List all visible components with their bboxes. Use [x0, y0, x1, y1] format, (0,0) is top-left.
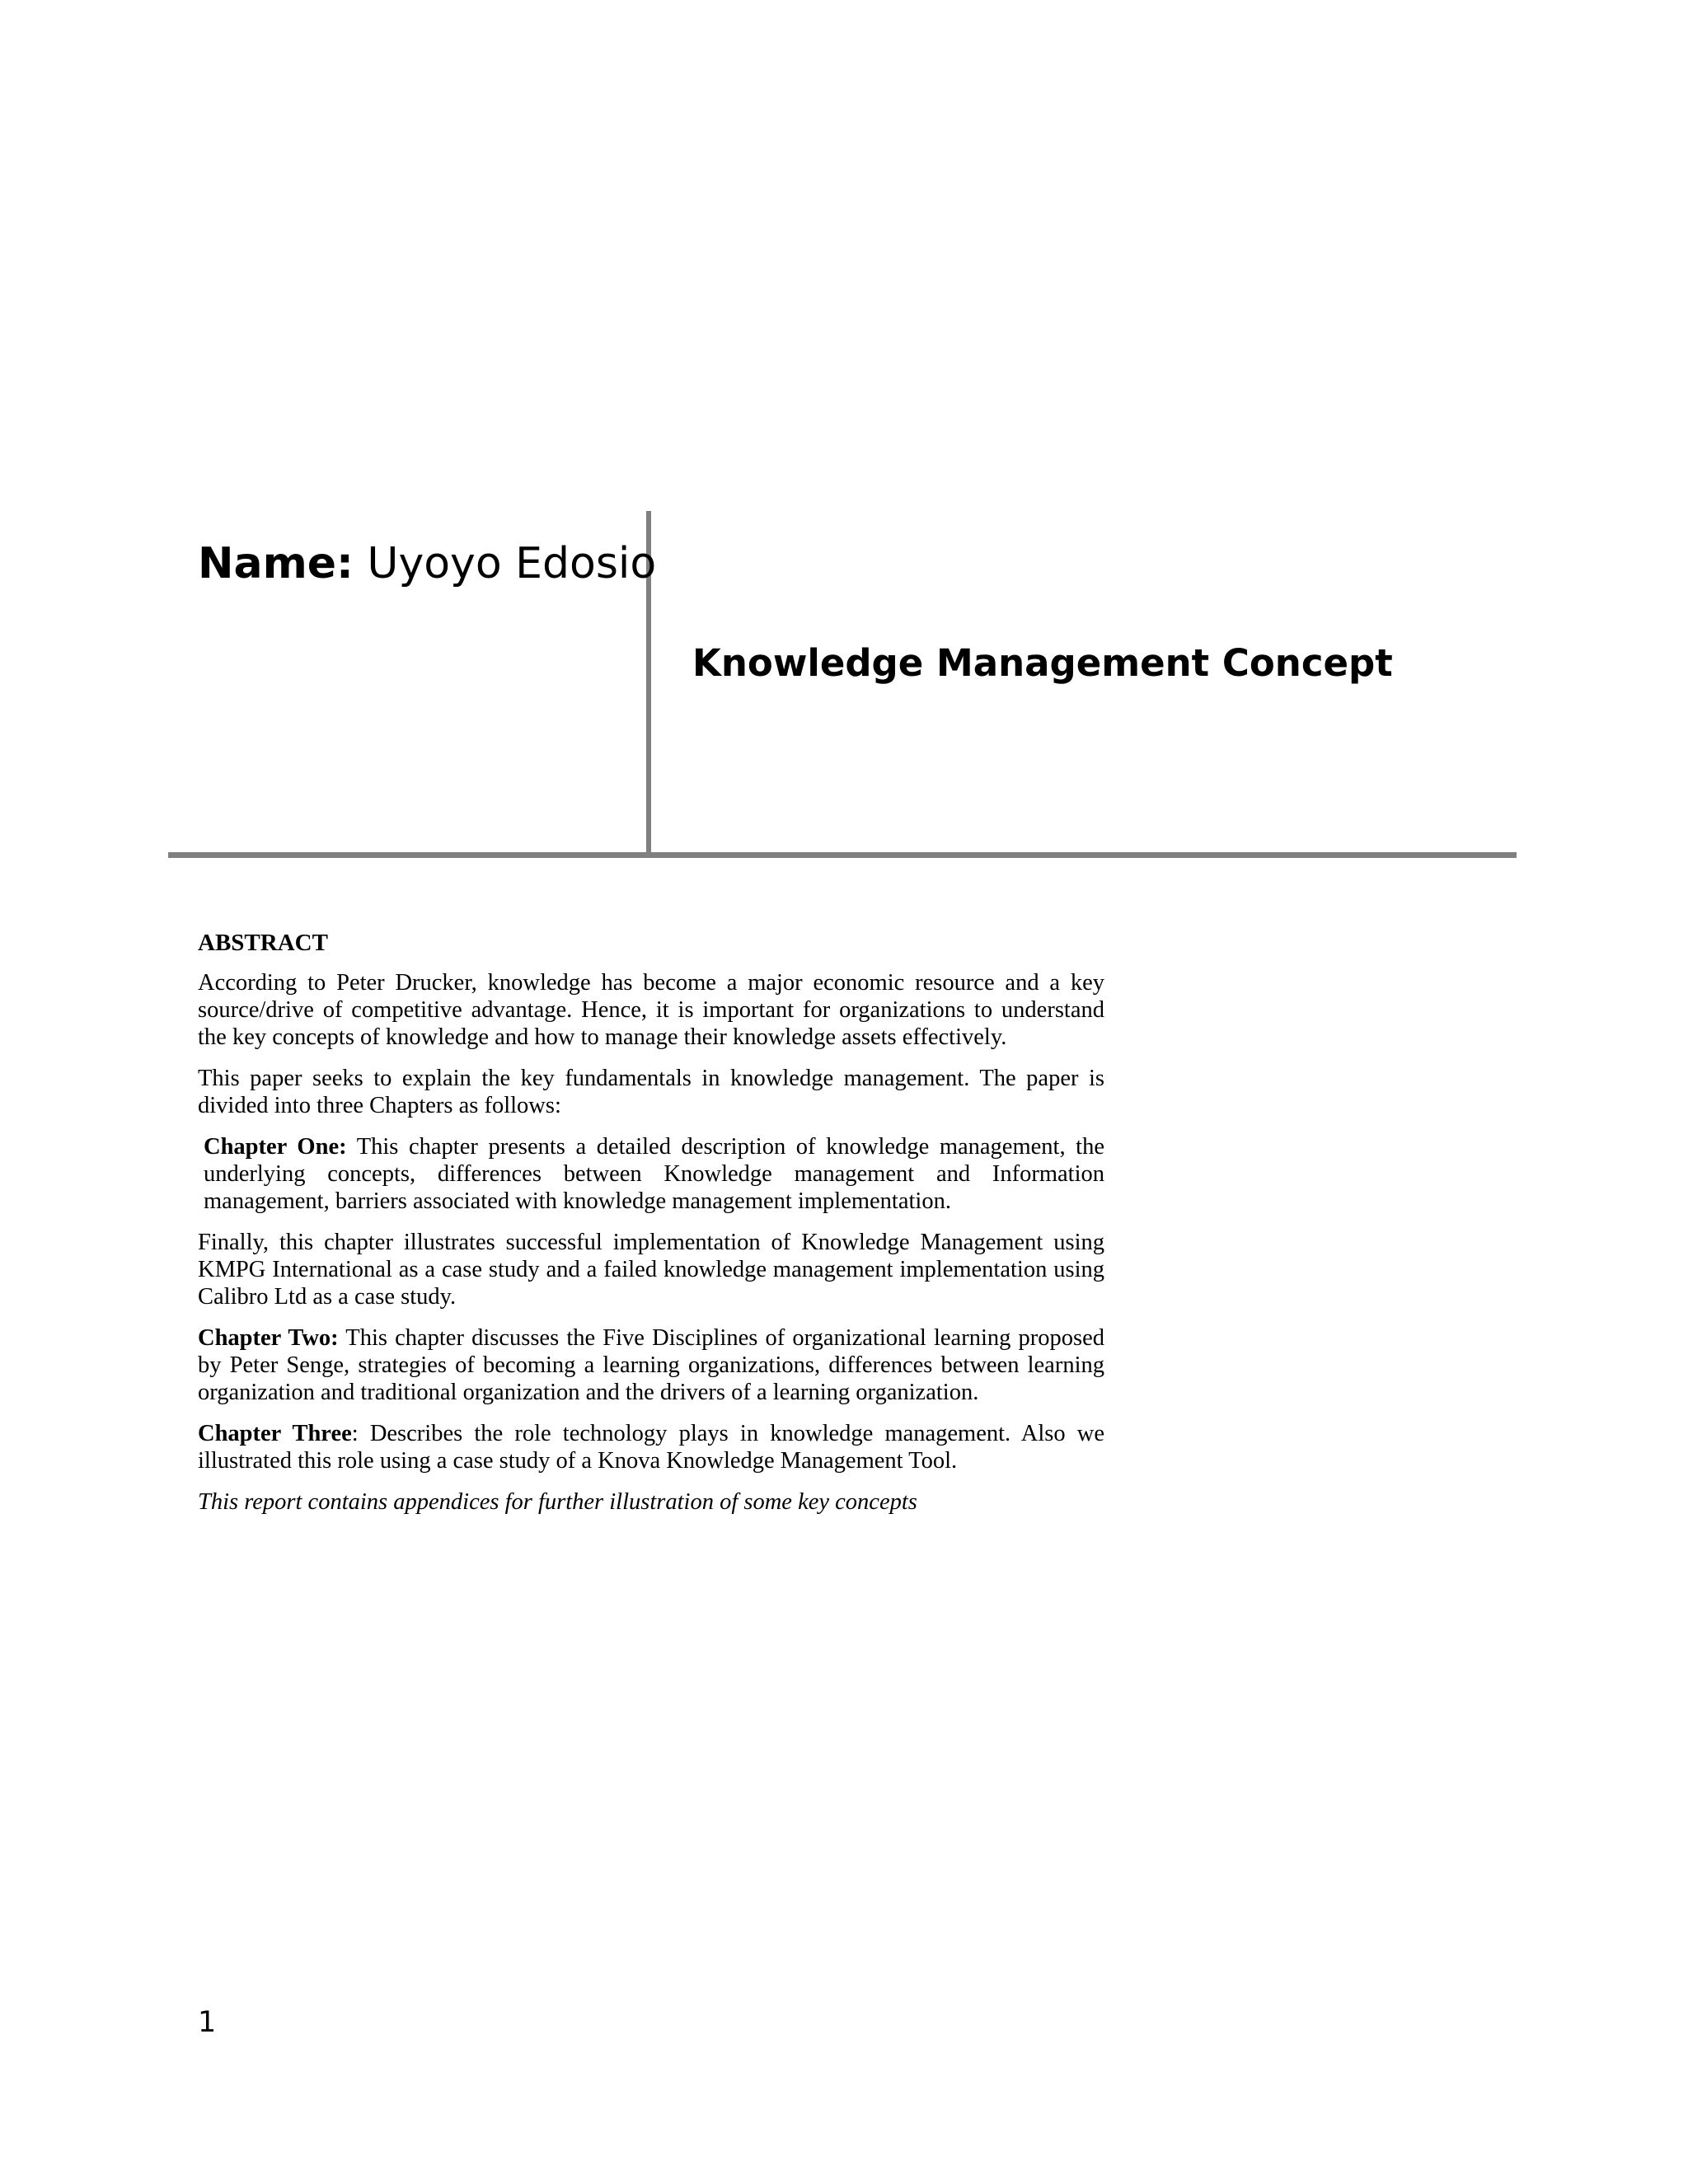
abstract-paragraph-chapter-three — [198, 1420, 1104, 1474]
abstract-heading: ABSTRACT — [198, 930, 328, 956]
abstract-paragraph-finally: Finally, this chapter illustrates successful implementation of Knowledge Management using KMPG International as a case study and a failed knowledge management implementation using Calibro Ltd as a case study. — [198, 1230, 1104, 1310]
chapter-two-text: This chapter discusses the Five Disciplines of organizational learning proposed by Peter Senge, strategies of becoming a learning organizations, differences between learning organization and traditional organization and the drivers of a learning organization. — [198, 1325, 1104, 1405]
abstract-paragraph-intro: According to Peter Drucker, knowledge has become a major economic resource and a key source/drive of competitive advantage. Hence, it is important for organizations to understand the key concepts of knowledge and how to manage their knowledge assets effectively. — [198, 970, 1104, 1050]
page-number: 1 — [198, 2006, 217, 2039]
header-horizontal-divider — [168, 852, 1517, 858]
chapter-three-label: Chapter Three — [198, 1421, 352, 1446]
chapter-one-label: Chapter One: — [204, 1134, 347, 1160]
chapter-one-text: This chapter presents a detailed description of knowledge management, the underlying concepts, differences between Knowledge management and Information management, barriers associated with knowledge management implementation. — [204, 1134, 1104, 1214]
abstract-paragraph-overview: This paper seeks to explain the key fundamentals in knowledge management. The paper is divided into three Chapters as follows: — [198, 1066, 1104, 1118]
chapter-two-label: Chapter Two: — [198, 1325, 339, 1351]
document-title: Knowledge Management Concept — [692, 641, 1393, 685]
author-name-line — [198, 536, 656, 592]
abstract-section — [198, 928, 1104, 1530]
abstract-paragraph-chapter-one — [198, 1133, 1104, 1215]
chapter-three-text: : Describes the role technology plays in knowledge management. Also we illustrated this role using a case study of a Knova Knowledge Management Tool. — [198, 1421, 1104, 1474]
abstract-paragraph-chapter-two — [198, 1324, 1104, 1406]
abstract-appendices-note: This report contains appendices for further illustration of some key concepts — [198, 1489, 917, 1515]
author-name-value: Uyoyo Edosio — [367, 539, 657, 588]
author-name-label: Name: — [198, 539, 354, 588]
